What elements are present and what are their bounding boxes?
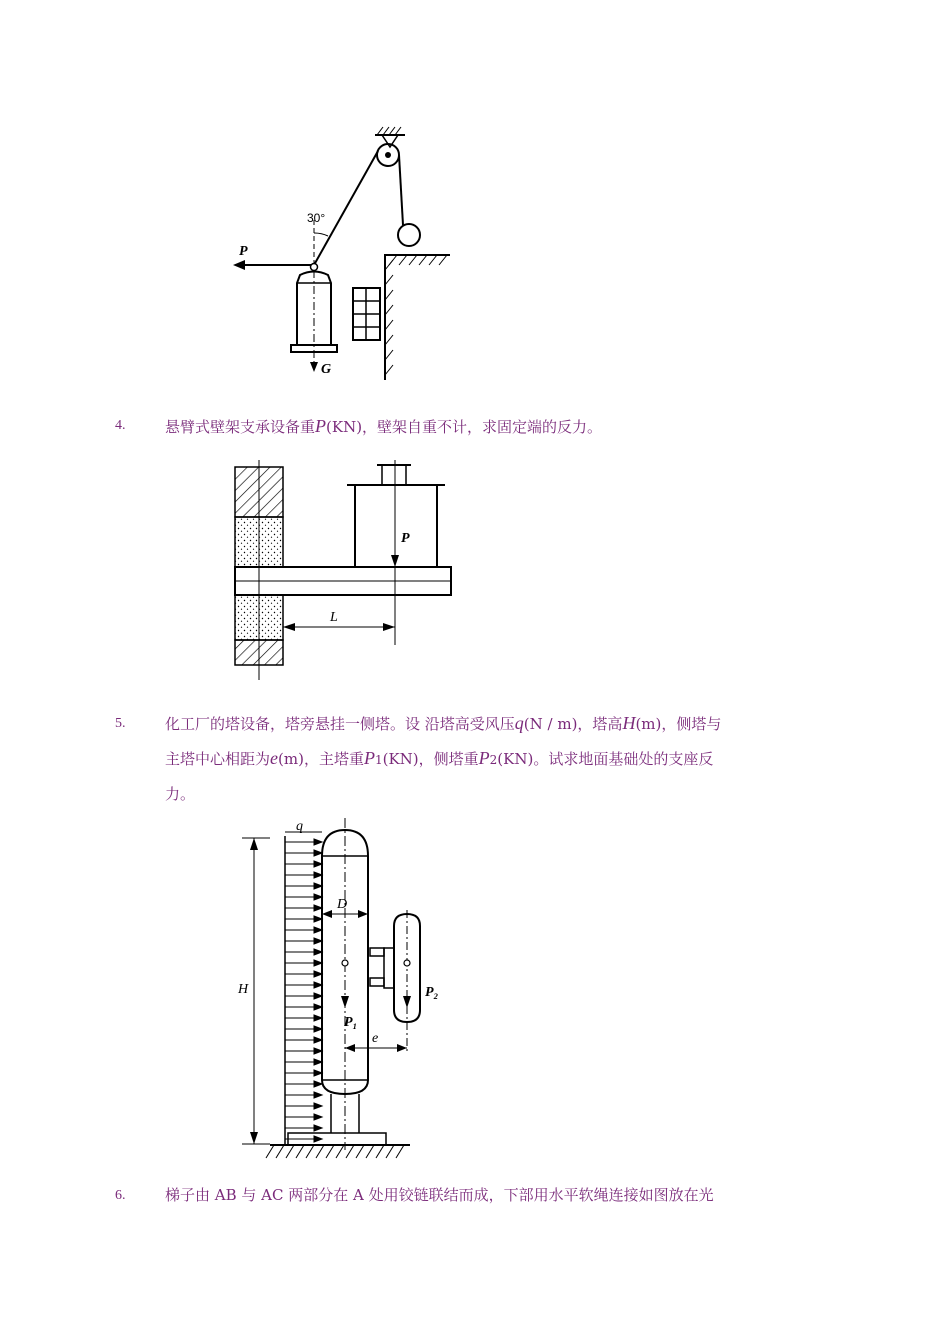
var-p1-sub: 1 bbox=[374, 753, 383, 767]
wind-arrow-head bbox=[314, 971, 322, 977]
p5-l2a: 主塔中心相距为 bbox=[165, 750, 271, 768]
p5-l1a: 化工厂的塔设备，塔旁悬挂一侧塔。设 沿塔高受风压 bbox=[165, 715, 515, 733]
wind-arrow-head bbox=[314, 1037, 322, 1043]
wind-arrow-head bbox=[314, 1092, 322, 1098]
wind-arrow-head bbox=[314, 938, 322, 944]
wind-arrow-head bbox=[314, 861, 322, 867]
wind-arrow-head bbox=[314, 982, 322, 988]
wind-arrow-head bbox=[314, 1059, 322, 1065]
var-p: P bbox=[315, 416, 327, 436]
wind-arrow-head bbox=[314, 949, 322, 955]
problem-4-text-a: 悬臂式壁架支承设备重 bbox=[165, 418, 316, 436]
wind-arrow-head bbox=[314, 927, 322, 933]
h-label: H bbox=[238, 982, 249, 997]
problem-5-text bbox=[165, 706, 775, 811]
wind-arrow-head bbox=[314, 1048, 322, 1054]
wind-arrow-head bbox=[314, 894, 322, 900]
weight-g-label: G bbox=[321, 362, 332, 377]
wind-arrow-head bbox=[314, 1026, 322, 1032]
problem-5-line-3: 力。 bbox=[165, 785, 196, 803]
wind-arrow-head bbox=[314, 1070, 322, 1076]
problem-5-line-2 bbox=[165, 741, 775, 777]
angle-label: 30° bbox=[307, 211, 326, 225]
wind-arrow-head bbox=[314, 1125, 322, 1131]
problem-6-text: 梯子由 AB 与 AC 两部分在 A 处用铰链联结而成，下部用水平软绳连接如图放在光 bbox=[165, 1186, 714, 1204]
problem-4-text-b: (KN)，壁架自重不计，求固定端的反力。 bbox=[326, 418, 603, 436]
figure-tower-wind-load bbox=[230, 818, 439, 1166]
var-p2: P bbox=[478, 748, 490, 768]
p5-l1c: (m)，侧塔与 bbox=[635, 715, 722, 733]
figure-cantilever-bracket bbox=[225, 455, 465, 685]
p5-l1b: (N / m)，塔高 bbox=[523, 715, 623, 733]
var-h: H bbox=[622, 713, 636, 733]
problem-6-number: 6. bbox=[115, 1188, 126, 1203]
wind-arrow-head bbox=[314, 883, 322, 889]
p1-label: P₁ bbox=[344, 1015, 358, 1030]
wind-arrow-head bbox=[314, 1015, 322, 1021]
wind-arrow-head bbox=[314, 993, 322, 999]
e-label: e bbox=[372, 1031, 379, 1046]
wind-arrow-head bbox=[314, 1081, 322, 1087]
d-label: D bbox=[337, 897, 348, 912]
wind-arrow-head bbox=[314, 850, 322, 856]
wind-arrow-head bbox=[314, 1114, 322, 1120]
problem-5-number: 5. bbox=[115, 716, 126, 731]
length-l-label: L bbox=[330, 610, 338, 625]
wind-arrow-head bbox=[314, 839, 322, 845]
var-p1: P bbox=[363, 748, 375, 768]
p5-l2b: (m)，主塔重 bbox=[278, 750, 364, 768]
p5-l2d: (KN)。试求地面基础处的支座反 bbox=[497, 750, 714, 768]
p2-label: P₂ bbox=[425, 985, 439, 1000]
var-p2-sub: 2 bbox=[489, 753, 498, 767]
force-p-label: P bbox=[239, 244, 248, 259]
wind-arrow-head bbox=[314, 1004, 322, 1010]
wind-arrow-head bbox=[314, 872, 322, 878]
figure-hanging-tank bbox=[225, 125, 465, 387]
var-e: e bbox=[270, 748, 279, 768]
wind-arrow-head bbox=[314, 916, 322, 922]
wind-arrow-head bbox=[314, 905, 322, 911]
p5-l2c: (KN)，侧塔重 bbox=[382, 750, 479, 768]
q-label: q bbox=[296, 819, 303, 834]
force-p-label-4: P bbox=[401, 531, 410, 546]
problem-5-line-1 bbox=[165, 706, 775, 741]
var-q: q bbox=[514, 713, 524, 733]
wind-arrow-head bbox=[314, 1136, 322, 1142]
problem-4-text bbox=[165, 409, 765, 444]
wind-arrow-head bbox=[314, 1103, 322, 1109]
wind-arrow-head bbox=[314, 960, 322, 966]
problem-4-number: 4. bbox=[115, 418, 126, 433]
